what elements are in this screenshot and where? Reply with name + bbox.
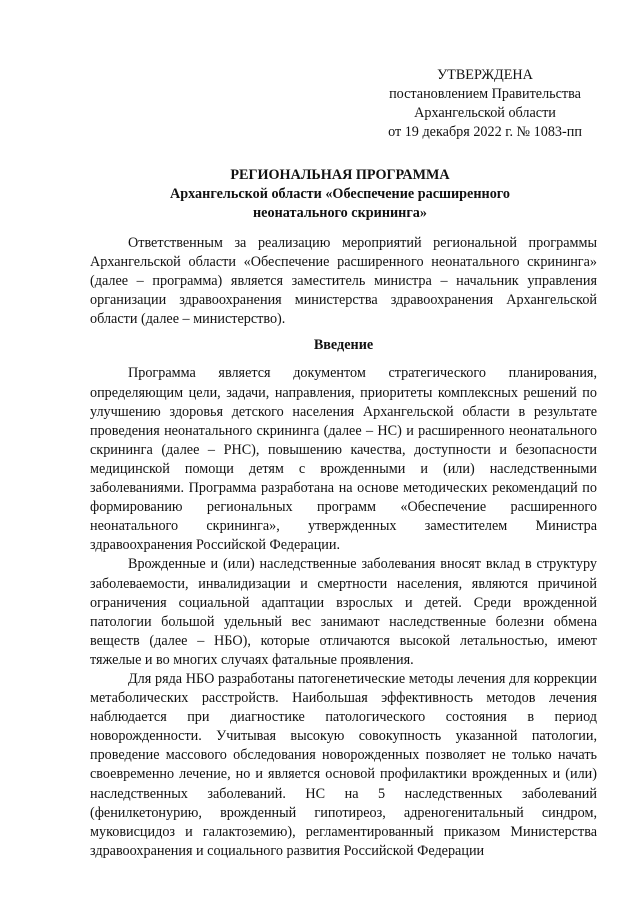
document-body xyxy=(90,234,597,861)
approval-issuer-line: постановлением Правительства xyxy=(389,86,581,102)
title-line-3: неонатального скрининга» xyxy=(253,205,427,221)
body-paragraph-1: Программа является документом стратегического планирования, определяющим цели, задачи, направления, приоритеты комплексных решений по улучшению здоровья детского населения Архангельской области в результате проведения неонатального скрининга (далее – НС) и расширенного неонатального скрининга (далее – РНС), повышению качества, доступности и безопасности медицинской помощи детям с врожденными и (или) наследственными заболеваниями. Программа разработана на основе методических рекомендаций по формированию региональных программ «Обеспечение расширенного неонатального скрининга», утвержденных заместителем Министра здравоохранения Российской Федерации. xyxy=(90,365,597,554)
title-line-1: РЕГИОНАЛЬНАЯ ПРОГРАММА xyxy=(230,167,450,183)
document-title xyxy=(90,166,590,223)
section-heading: Введение xyxy=(313,337,374,354)
approval-status: УТВЕРЖДЕНА xyxy=(437,67,533,83)
body-paragraph-3: Для ряда НБО разработаны патогенетические методы лечения для коррекции метаболических расстройств. Наибольшая эффективность методов лечения наблюдается при диагностике патологического состояния в период новорожденности. Учитывая высокую совокупность указанной патологии, проведение массового обследования новорожденных позволяет не только начать своевременно лечение, но и является основой профилактики врожденных и (или) наследственных заболеваний. НС на 5 наследственных заболеваний (фенилкетонурию, врожденный гипотиреоз, адреногенитальный синдром, муковисцидоз и галактоземию), регламентированный приказом Министерства здравоохранения и социального развития Российской Федерации xyxy=(90,670,597,859)
approval-date-number: от 19 декабря 2022 г. № 1083-пп xyxy=(388,124,582,140)
intro-paragraph: Ответственным за реализацию мероприятий региональной программы Архангельской области «Обеспечение расширенного неонатального скрининга» (далее – программа) является заместитель министра – начальник управления организации здравоохранения министерства здравоохранения Архангельской области (далее – министерство). xyxy=(90,235,597,328)
approval-region: Архангельской области xyxy=(414,105,556,121)
title-line-2: Архангельской области «Обеспечение расширенного xyxy=(170,186,510,202)
body-paragraph-2: Врожденные и (или) наследственные заболевания вносят вклад в структуру заболеваемости, инвалидизации и смертности населения, являются причиной ограничения социальной адаптации взрослых и детей. Среди врожденной патологии большой удельный вес занимают наследственные болезни обмена веществ (далее – НБО), которые отличаются высокой летальностью, имеют тяжелые и во многих случаях фатальные проявления. xyxy=(90,556,597,668)
approval-stamp xyxy=(360,66,610,142)
